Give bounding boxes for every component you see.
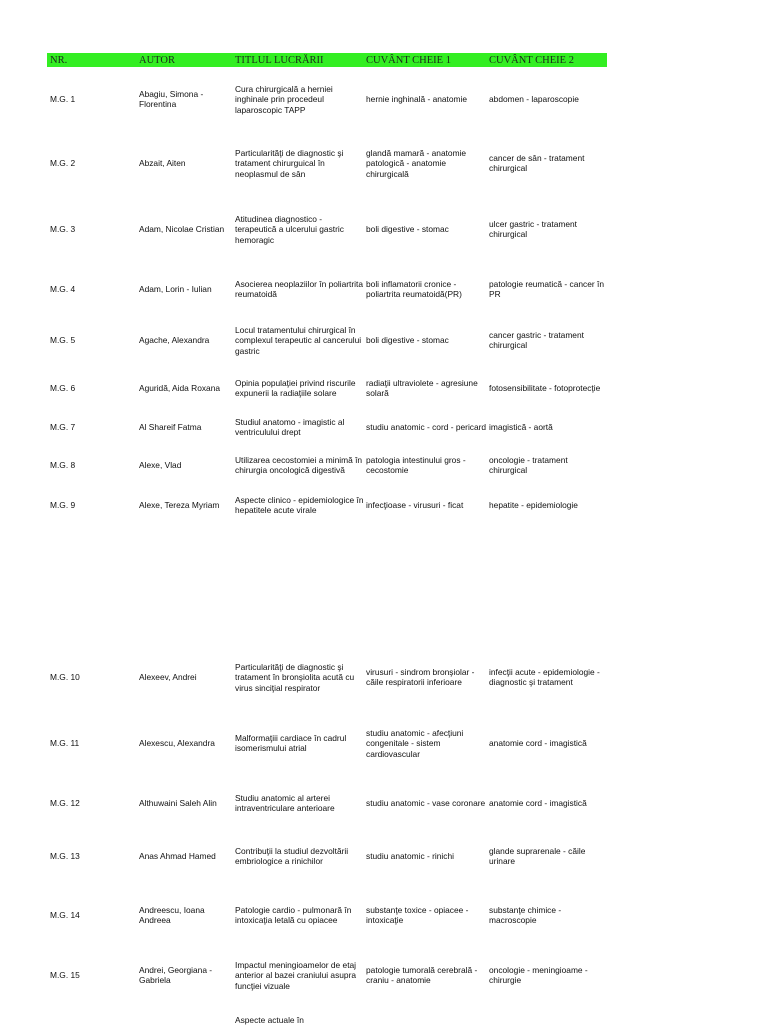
cell-nr: M.G. 3 — [50, 224, 76, 234]
cell-nr: M.G. 5 — [50, 335, 76, 345]
cell-autor: Althuwaini Saleh Alin — [139, 798, 217, 808]
cell-nr: M.G. 7 — [50, 422, 76, 432]
cell-titlu: Impactul meningioamelor de etaj anterior al bazei craniului asupra funcţiei vizuale — [235, 960, 357, 991]
cell-keyword-2: anatomie cord - imagistică — [489, 798, 587, 808]
cell-nr: M.G. 9 — [50, 500, 76, 510]
cell-keyword-2: infecţii acute - epidemiologie - diagnostic şi tratament — [489, 667, 600, 688]
cell-keyword-1: radiaţii ultraviolete - agresiune solară — [366, 378, 478, 399]
cell-nr: M.G. 10 — [50, 672, 80, 682]
cell-keyword-1: studiu anatomic - vase coronare — [366, 798, 486, 808]
cell-autor: Andrei, Georgiana - Gabriela — [139, 965, 213, 986]
cell-keyword-1: patologia intestinului gros - cecostomie — [366, 455, 466, 476]
cell-nr: M.G. 8 — [50, 460, 76, 470]
cell-keyword-2: cancer gastric - tratament chirurgical — [489, 330, 584, 351]
cell-autor: Abzait, Aiten — [139, 158, 186, 168]
cell-titlu: Utilizarea cecostomiei a minimă în chirurgia oncologică digestivă — [235, 455, 363, 476]
cell-keyword-1: studiu anatomic - rinichi — [366, 851, 454, 861]
cell-titlu: Aspecte actuale în — [235, 1015, 304, 1025]
cell-keyword-1: substanţe toxice - opiacee - intoxicaţie — [366, 905, 469, 926]
cell-nr: M.G. 15 — [50, 970, 80, 980]
cell-keyword-2: anatomie cord - imagistică — [489, 738, 587, 748]
cell-autor: Adam, Lorin - Iulian — [139, 284, 212, 294]
cell-keyword-2: oncologie - meningioame - chirurgie — [489, 965, 588, 986]
cell-keyword-1: boli inflamatorii cronice - poliartrita reumatoidă(PR) — [366, 279, 462, 300]
cell-nr: M.G. 6 — [50, 383, 76, 393]
cell-titlu: Opinia populaţiei privind riscurile expunerii la radiaţiile solare — [235, 378, 356, 399]
cell-autor: Alexeev, Andrei — [139, 672, 197, 682]
cell-nr: M.G. 1 — [50, 94, 76, 104]
header-autor: AUTOR — [139, 55, 175, 66]
cell-keyword-1: virusuri - sindrom bronşiolar - căile respiratorii inferioare — [366, 667, 475, 688]
cell-titlu: Locul tratamentului chirurgical în complexul terapeutic al cancerului gastric — [235, 325, 362, 356]
cell-keyword-2: patologie reumatică - cancer în PR — [489, 279, 604, 300]
header-keyword-2: CUVÂNT CHEIE 2 — [489, 55, 574, 66]
cell-keyword-1: studiu anatomic - cord - pericard — [366, 422, 487, 432]
cell-nr: M.G. 4 — [50, 284, 76, 294]
cell-titlu: Malformaţiii cardiace în cadrul isomerismului atrial — [235, 733, 347, 754]
cell-keyword-1: hernie inghinală - anatomie — [366, 94, 468, 104]
cell-titlu: Contribuţii la studiul dezvoltării embriologice a rinichilor — [235, 846, 349, 867]
cell-nr: M.G. 14 — [50, 910, 80, 920]
header-keyword-1: CUVÂNT CHEIE 1 — [366, 55, 451, 66]
cell-keyword-2: ulcer gastric - tratament chirurgical — [489, 219, 577, 240]
cell-autor: Abagiu, Simona - Florentina — [139, 89, 204, 110]
cell-titlu: Asocierea neoplaziilor în poliartrita reumatoidă — [235, 279, 364, 300]
cell-autor: Andreescu, Ioana Andreea — [139, 905, 205, 926]
cell-keyword-2: cancer de sân - tratament chirurgical — [489, 153, 585, 174]
cell-autor: Agache, Alexandra — [139, 335, 210, 345]
cell-titlu: Studiu anatomic al arterei intraventriculare anterioare — [235, 793, 335, 814]
cell-titlu: Aspecte clinico - epidemiologice în hepatitele acute virale — [235, 495, 364, 516]
cell-autor: Adam, Nicolae Cristian — [139, 224, 225, 234]
cell-keyword-2: glande suprarenale - căile urinare — [489, 846, 586, 867]
header-titlu: TITLUL LUCRĂRII — [235, 55, 324, 66]
cell-autor: Aguridă, Aida Roxana — [139, 383, 221, 393]
cell-nr: M.G. 11 — [50, 738, 80, 748]
cell-keyword-2: abdomen - laparoscopie — [489, 94, 579, 104]
cell-keyword-2: imagistică - aortă — [489, 422, 553, 432]
cell-nr: M.G. 2 — [50, 158, 76, 168]
cell-nr: M.G. 12 — [50, 798, 80, 808]
cell-autor: Anas Ahmad Hamed — [139, 851, 216, 861]
header-nr: NR. — [50, 55, 68, 66]
cell-keyword-2: hepatite - epidemiologie — [489, 500, 578, 510]
cell-keyword-1: boli digestive - stomac — [366, 335, 449, 345]
cell-keyword-1: patologie tumorală cerebrală - craniu - anatomie — [366, 965, 478, 986]
cell-autor: Alexe, Vlad — [139, 460, 182, 470]
cell-titlu: Particularităţi de diagnostic şi tratament chirurguical în neoplasmul de sân — [235, 148, 344, 179]
cell-autor: Alexe, Tereza Myriam — [139, 500, 220, 510]
cell-keyword-2: substanţe chimice - macroscopie — [489, 905, 562, 926]
cell-keyword-1: glandă mamară - anatomie patologică - anatomie chirurgicală — [366, 148, 467, 179]
cell-keyword-1: studiu anatomic - afecţiuni congenitale - sistem cardiovascular — [366, 728, 464, 759]
cell-titlu: Patologie cardio - pulmonară în intoxicaţia letală cu opiacee — [235, 905, 352, 926]
cell-titlu: Atitudinea diagnostico - terapeutică a ulcerului gastric hemoragic — [235, 214, 344, 245]
cell-keyword-2: oncologie - tratament chirurgical — [489, 455, 568, 476]
cell-titlu: Studiul anatomo - imagistic al ventriculului drept — [235, 417, 345, 438]
cell-keyword-1: boli digestive - stomac — [366, 224, 449, 234]
cell-keyword-2: fotosensibilitate - fotoprotecţie — [489, 383, 601, 393]
cell-titlu: Particularităţi de diagnostic şi tratament în bronşiolita acută cu virus sinciţial respirator — [235, 662, 355, 693]
cell-keyword-1: infecţioase - virusuri - ficat — [366, 500, 464, 510]
cell-nr: M.G. 13 — [50, 851, 80, 861]
cell-titlu: Cura chirurgicală a herniei inghinale prin procedeul laparoscopic TAPP — [235, 84, 333, 115]
cell-autor: Al Shareif Fatma — [139, 422, 202, 432]
cell-autor: Alexescu, Alexandra — [139, 738, 215, 748]
